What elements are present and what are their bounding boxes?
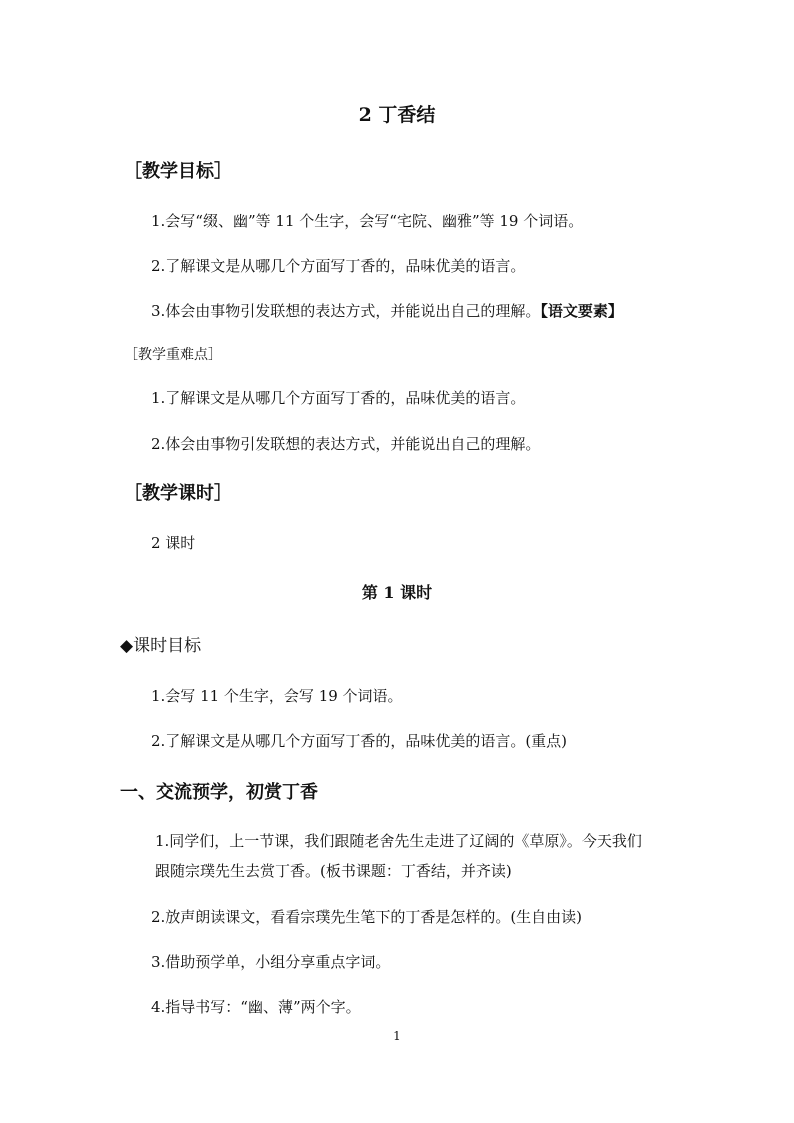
teaching-periods-value: 2 课时 [151, 534, 196, 552]
page-number: 1 [393, 1029, 401, 1043]
language-element-tag: 【语文要素】 [540, 302, 623, 320]
lesson-1-title: 第 1 课时 [361, 583, 433, 602]
goal-item-1: 1.会写“缀、幽”等 11 个生字，会写“宅院、幽雅”等 19 个词语。 [151, 212, 584, 230]
goal-item-2: 2.了解课文是从哪几个方面写丁香的，品味优美的语言。 [151, 257, 526, 275]
key-point-item-1: 1.了解课文是从哪几个方面写丁香的，品味优美的语言。 [151, 389, 526, 407]
teaching-goals-heading: ［教学目标］ [124, 161, 232, 182]
teaching-periods-heading: ［教学课时］ [124, 483, 232, 504]
key-point-item-2: 2.体会由事物引发联想的表达方式，并能说出自己的理解。 [151, 435, 541, 453]
section-1-item-1-line-1: 1.同学们，上一节课，我们跟随老舍先生走进了辽阔的《草原》。今天我们 [155, 832, 642, 850]
goal-item-3 [151, 304, 623, 319]
section-1-heading: 一、交流预学，初赏丁香 [120, 782, 318, 803]
section-1-item-3: 3.借助预学单，小组分享重点字词。 [151, 953, 391, 971]
lesson-goal-item-1: 1.会写 11 个生字，会写 19 个词语。 [151, 687, 403, 705]
section-1-item-4: 4.指导书写：“幽、薄”两个字。 [151, 998, 361, 1016]
lesson-goals-heading: ◆课时目标 [120, 636, 202, 656]
goal-item-3-text: 3.体会由事物引发联想的表达方式，并能说出自己的理解。 [151, 302, 541, 320]
section-1-item-2: 2.放声朗读课文，看看宗璞先生笔下的丁香是怎样的。(生自由读) [151, 908, 583, 926]
document-title: 2 丁香结 [358, 104, 436, 126]
key-points-heading: ［教学重难点］ [124, 347, 222, 363]
lesson-goal-item-2: 2.了解课文是从哪几个方面写丁香的，品味优美的语言。(重点) [151, 732, 568, 750]
section-1-item-1-line-2: 跟随宗璞先生去赏丁香。(板书课题：丁香结，并齐读) [155, 862, 512, 880]
